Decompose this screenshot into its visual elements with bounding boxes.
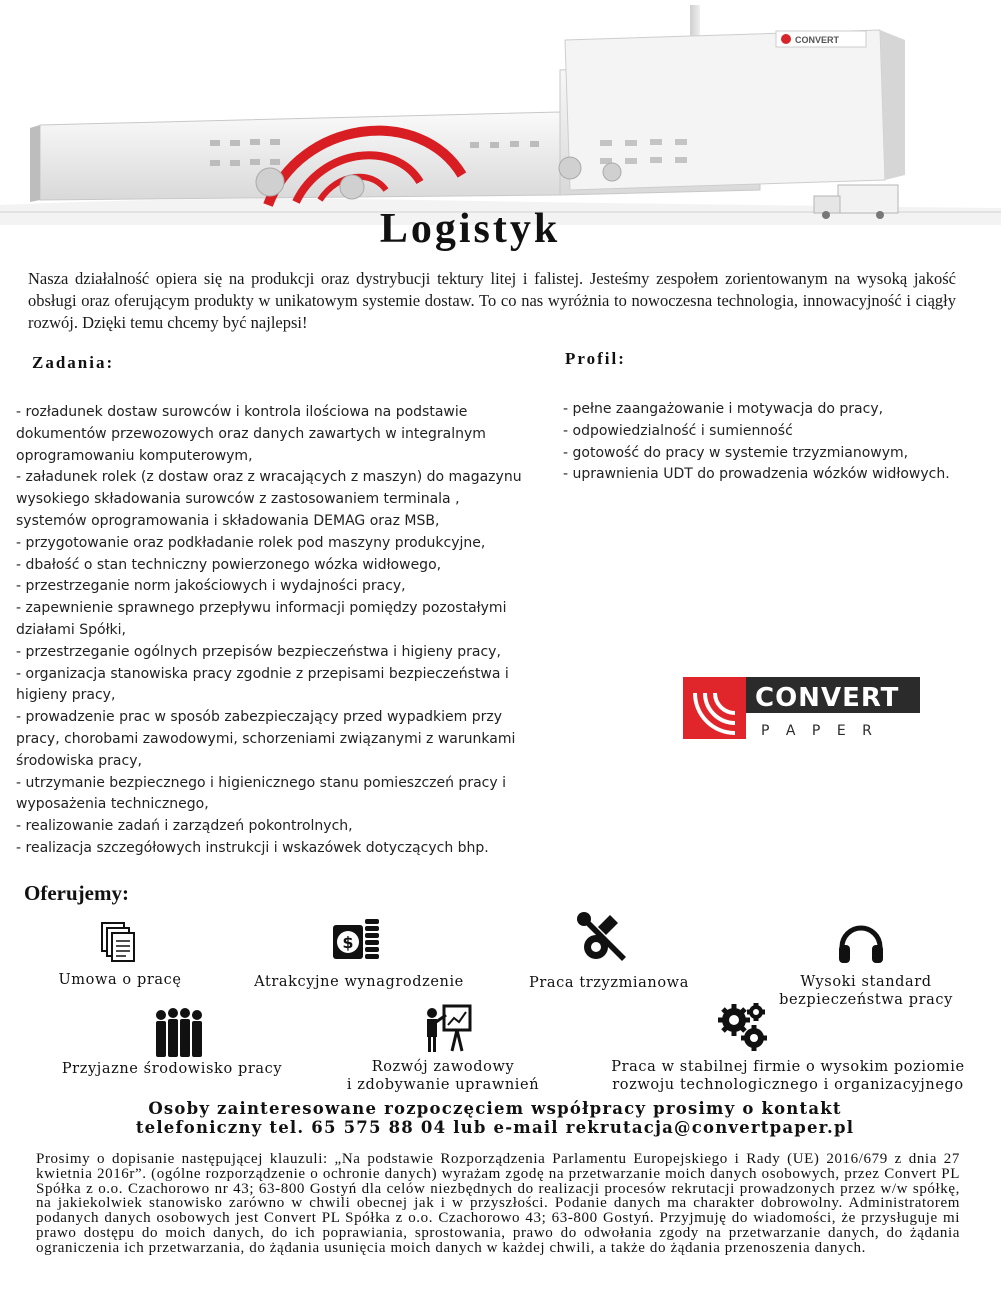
tasks-heading: Zadania: (32, 353, 115, 372)
benefit-label: Przyjazne środowisko pracy (61, 1061, 283, 1077)
task-line: wyposażenia technicznego, (16, 796, 209, 813)
benefit-label: Rozwój zawodowy (371, 1059, 515, 1075)
gdpr-clause: Prosimy o dopisanie następującej klauzuli: „Na podstawie Rozporządzenia Parlamentu Europejskiego i Rady (UE) 2016/679 z dnia 27 kwietnia 2016r”. (ogólne rozporządzenie o ochronie danych) wyrażam zgodę na przetwarzanie moich danych osobowych, przez Convert PL Spółka z o.o. Czachorowo nr 43; 63-800 Gostyń dla celów niezbędnych do realizacji procesów rekrutacji prowadzonych przez w/w spółkę, na jakiekolwiek stanowisko zarówno w chwili obecnej jak i w przyszłości. Podanie danych ma charakter dobrowolny. Administratorem podanych danych osobowych jest Convert PL Spółka z o.o. Czachorowo 43; 63-800 Gostyń. Przyjmuję do wiadomości, że przysługuje mi prawo dostępu do moich danych, do ich poprawiania, sprostowania, prawo do odwołania zgody na przetwarzanie danych, do żądania ograniczenia ich przetwarzania, do żądania usunięcia moich danych w każdej chwili, a także do żądania przenoszenia danych. (36, 1151, 960, 1256)
task-line: - rozładunek dostaw surowców i kontrola ilościowa na podstawie (16, 404, 468, 420)
company-intro: Nasza działalność opiera się na produkcji oraz dystrybucji tektury litej i falistej. Jesteśmy zespołem zorientowanym na wysoką jakość obsługi oraz oferującym produkty w unikatowym systemie dostaw. To co nas wyróżnia to nowoczesna technologia, innowacyjność i ciągły rozwój. Dzięki temu chcemy być najlepsi! (28, 269, 956, 332)
task-line: - dbałość o stan techniczny powierzonego wózka widłowego, (16, 556, 442, 573)
offer-heading: Oferujemy: (24, 881, 129, 905)
profile-line: - uprawnienia UDT do prowadzenia wózków widłowych. (563, 466, 950, 483)
benefit-professional-growth (328, 1058, 558, 1094)
factory-header-illustration (0, 0, 1001, 225)
benefit-shift-work (512, 974, 706, 992)
benefit-label: i zdobywanie uprawnień (346, 1077, 540, 1093)
contact-info (0, 1099, 990, 1137)
benefit-employment-contract (40, 971, 200, 989)
task-line: pracy, chorobami zawodowymi, schorzeniami związanymi z warunkami (16, 730, 516, 747)
convert-paper-logo (683, 677, 920, 739)
benefit-label: rozwoju technologicznego i organizacyjnego (612, 1077, 964, 1093)
benefit-label: Praca trzyzmianowa (529, 975, 689, 991)
logo-word-paper: P A P E R (761, 723, 878, 739)
benefit-label: bezpieczeństwa pracy (779, 992, 953, 1008)
benefit-salary (238, 973, 480, 991)
money-coins-icon (331, 915, 381, 963)
contact-line: Osoby zainteresowane rozpoczęciem współpracy prosimy o kontakt (148, 1099, 842, 1118)
task-line: - realizacja szczegółowych instrukcji i wskazówek dotyczących bhp. (16, 839, 489, 856)
contact-line: telefoniczny tel. 65 575 88 04 lub e-mail rekrutacja@convertpaper.pl (135, 1118, 855, 1137)
task-line: - załadunek rolek (z dostaw oraz z wracających z maszyn) do magazynu (16, 469, 522, 486)
benefit-label: Wysoki standard (800, 974, 932, 990)
profile-heading: Profil: (565, 349, 626, 368)
profile-line: - pełne zaangażowanie i motywacja do pracy, (563, 401, 884, 417)
task-line: - utrzymanie bezpiecznego i higienicznego stanu pomieszczeń pracy i (16, 774, 506, 791)
profile-list (563, 399, 950, 486)
benefit-stable-company (578, 1058, 998, 1094)
benefit-label: Praca w stabilnej firmie o wysokim poziomie (611, 1059, 965, 1075)
benefit-label: Umowa o pracę (58, 972, 182, 988)
task-line: - realizowanie zadań i zarządzeń pokontrolnych, (16, 818, 353, 835)
building-sign-text: CONVERT (795, 35, 840, 45)
task-line: środowiska pracy, (16, 752, 142, 769)
task-line: dokumentów przewozowych oraz danych zawartych w integralnym (16, 425, 486, 442)
benefit-safety-standard (764, 973, 968, 1009)
task-line: - przestrzeganie norm jakościowych i wydajności pracy, (16, 578, 406, 595)
task-line: - zapewnienie sprawnego przepływu informacji pomiędzy pozostałymi (16, 600, 507, 617)
task-line: systemów oprogramowania i składowania DEMAG oraz MSB, (16, 512, 440, 529)
benefit-label: Atrakcyjne wynagrodzenie (254, 974, 464, 990)
profile-line: - odpowiedzialność i sumienność (563, 422, 793, 439)
task-line: - prowadzenie prac w sposób zabezpieczający przed wypadkiem przy (16, 709, 503, 726)
document-stack-icon (100, 921, 136, 963)
gears-icon (716, 1002, 768, 1052)
task-line: działami Spółki, (16, 621, 127, 638)
profile-line: - gotowość do pracy w systemie trzyzmianowym, (563, 444, 909, 461)
logo-word-convert: CONVERT (755, 683, 900, 713)
benefit-friendly-environment (42, 1060, 302, 1078)
task-line: - organizacja stanowiska pracy zgodnie z przepisami bezpieczeństwa i (16, 665, 509, 682)
task-line: - przygotowanie oraz podkładanie rolek pod maszyny produkcyjne, (16, 534, 486, 551)
svg-text:$: $ (342, 933, 354, 952)
task-line: higieny pracy, (16, 687, 116, 704)
team-people-icon (151, 1008, 207, 1058)
presentation-board-icon (424, 1003, 472, 1053)
headphones-icon (836, 917, 886, 965)
task-line: wysokiego składowania surowców z zastosowaniem terminala , (16, 491, 460, 508)
gear-wrench-icon (576, 911, 634, 963)
job-title: Logistyk (379, 206, 561, 252)
tasks-list (16, 402, 522, 860)
task-line: oprogramowaniu komputerowym, (16, 447, 253, 464)
task-line: - przestrzeganie ogólnych przepisów bezpieczeństwa i higieny pracy, (16, 643, 501, 660)
